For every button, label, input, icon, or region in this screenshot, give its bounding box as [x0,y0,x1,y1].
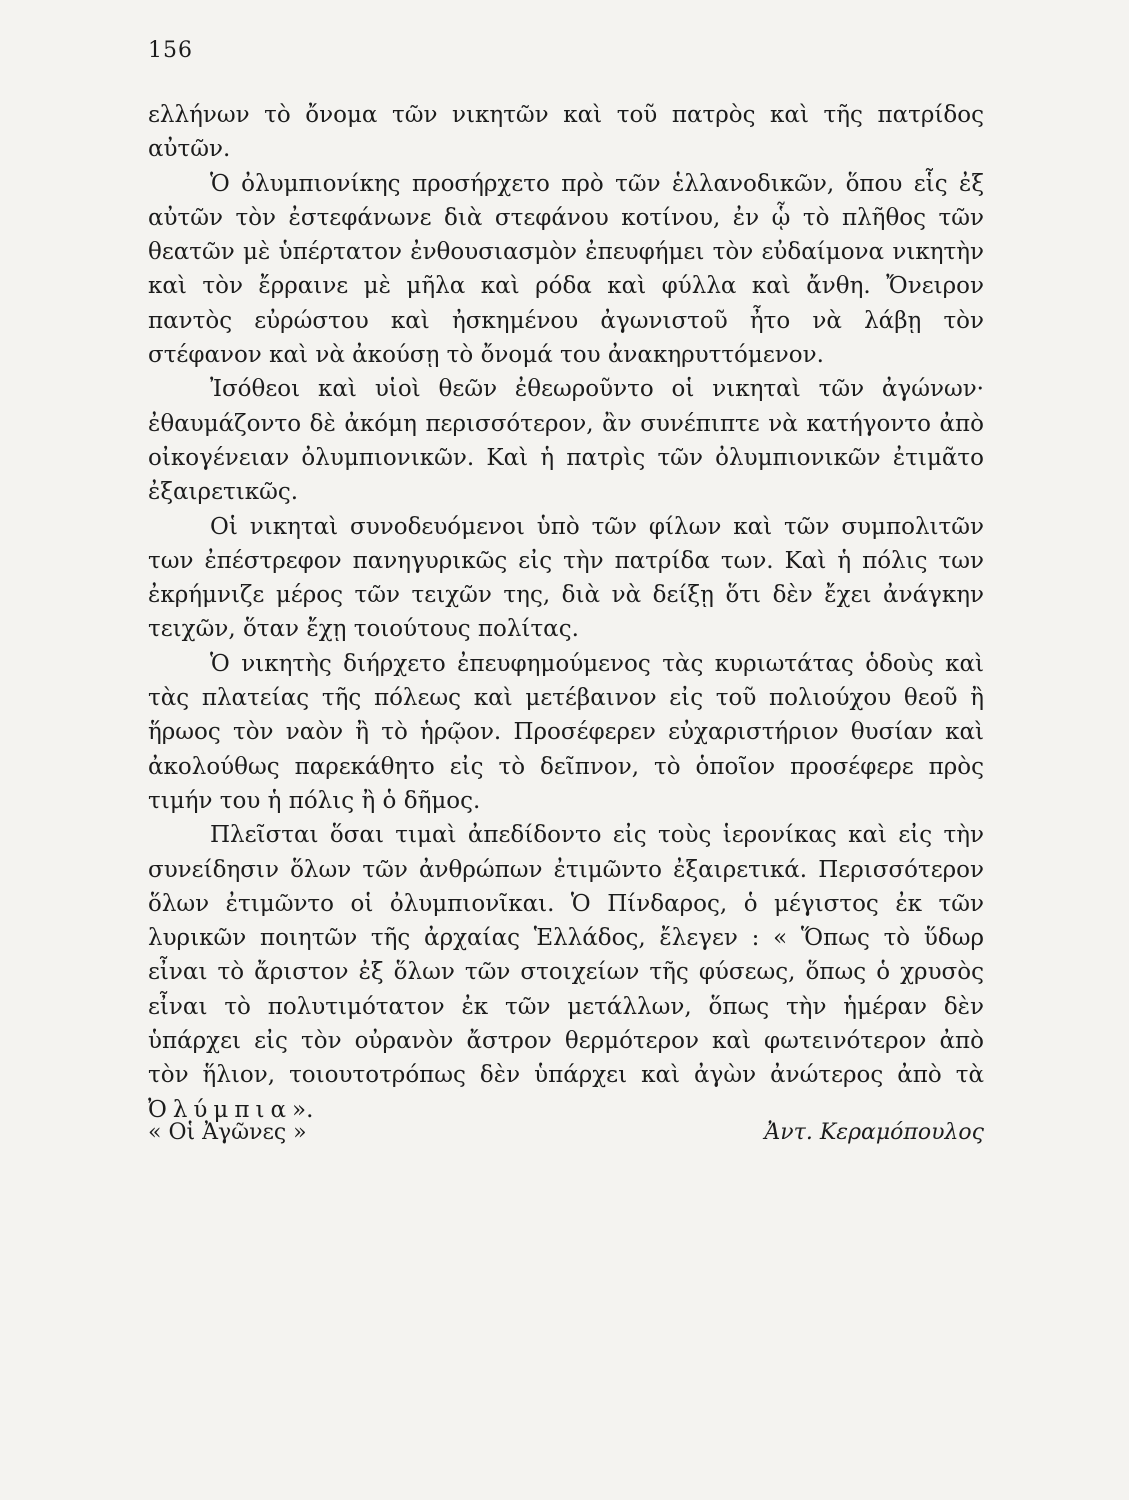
paragraph-3: Ἰσόθεοι καὶ υἱοὶ θεῶν ἐθεωροῦντο οἱ νικηταὶ τῶν ἀγώνων· ἐθαυμάζοντο δὲ ἀκόμη περισσότερον, ἂν συνέπιπτε νὰ κατήγοντο ἀπὸ οἰκογένειαν ὀλυμπιονικῶν. Καὶ ἡ πατρὶς τῶν ὀλυμπιονικῶν ἐτιμᾶτο ἐξαιρετικῶς. [148,376,984,506]
paragraph-2: Ὁ ὀλυμπιονίκης προσήρχετο πρὸ τῶν ἑλλανοδικῶν, ὅπου εἷς ἐξ αὐτῶν τὸν ἐστεφάνωνε διὰ στεφάνου κοτίνου, ἐν ᾧ τὸ πλῆθος τῶν θεατῶν μὲ ὑπέρτατον ἐνθουσιασμὸν ἐπευφήμει τὸν εὐδαίμονα νικητὴν καὶ τὸν ἔρραινε μὲ μῆλα καὶ ρόδα καὶ φύλλα καὶ ἄνθη. Ὄνειρον παντὸς εὐρώστου καὶ ἠσκημένου ἀγωνιστοῦ ἦτο νὰ λάβῃ τὸν στέφανον καὶ νὰ ἀκούσῃ τὸ ὄνομά του ἀνακηρυττόμενον. [148,170,984,369]
quote-close: ». [292,1096,314,1123]
olympia-spaced-word: Ὀλύμπια [148,1096,293,1123]
attribution [148,1120,984,1145]
paragraph-4: Οἱ νικηταὶ συνοδευόμενοι ὑπὸ τῶν φίλων καὶ τῶν συμπολιτῶν των ἐπέστρεφον πανηγυρικῶς εἰς τὴν πατρίδα των. Καὶ ἡ πόλις των ἐκρήμνιζε μέρος τῶν τειχῶν της, διὰ νὰ δείξῃ ὅτι δὲν ἔχει ἀνάγκην τειχῶν, ὅταν ἔχῃ τοιούτους πολίτας. [148,513,984,643]
author-name: Ἀντ. Κεραμόπουλος [764,1120,984,1145]
page-number: 156 [148,38,193,63]
paragraph-6 [148,818,984,1127]
source-title: « Οἱ Ἀγῶνες » [148,1120,307,1145]
paragraph-1: ελλήνων τὸ ὄνομα τῶν νικητῶν καὶ τοῦ πατρὸς καὶ τῆς πατρίδος αὐτῶν. [148,102,984,163]
paragraph-6-text: Πλεῖσται ὅσαι τιμαὶ ἀπεδίδοντο εἰς τοὺς ἱερονίκας καὶ εἰς τὴν συνείδησιν ὅλων τῶν ἀνθρώπων ἐτιμῶντο ἐξαιρετικά. Περισσότερον ὅλων ἐτιμῶντο οἱ ὀλυμπιονῖκαι. Ὁ Πίνδαρος, ὁ μέγιστος ἐκ τῶν λυρικῶν ποιητῶν τῆς ἀρχαίας Ἑλλάδος, ἔλεγεν : « Ὅπως τὸ ὕδωρ εἶναι τὸ ἄριστον ἐξ ὅλων τῶν στοιχείων τῆς φύσεως, ὅπως ὁ χρυσὸς εἶναι τὸ πολυτιμότατον ἐκ τῶν μετάλλων, ὅπως τὴν ἡμέραν δὲν ὑπάρχει εἰς τὸν οὐρανὸν ἄστρον θερμότερον καὶ φωτεινότερον ἀπὸ τὸν ἥλιον, τοιουτοτρόπως δὲν ὑπάρχει καὶ ἀγὼν ἀνώτερος ἀπὸ τὰ [148,822,984,1089]
body-text [148,98,984,1127]
paragraph-5: Ὁ νικητὴς διήρχετο ἐπευφημούμενος τὰς κυριωτάτας ὁδοὺς καὶ τὰς πλατείας τῆς πόλεως καὶ μετέβαινον εἰς τοῦ πολιούχου θεοῦ ἢ ἥρωος τὸν ναὸν ἢ τὸ ἡρῷον. Προσέφερεν εὐχαριστήριον θυσίαν καὶ ἀκολούθως παρεκάθητο εἰς τὸ δεῖπνον, τὸ ὁποῖον προσέφερε πρὸς τιμήν του ἡ πόλις ἢ ὁ δῆμος. [148,650,984,814]
